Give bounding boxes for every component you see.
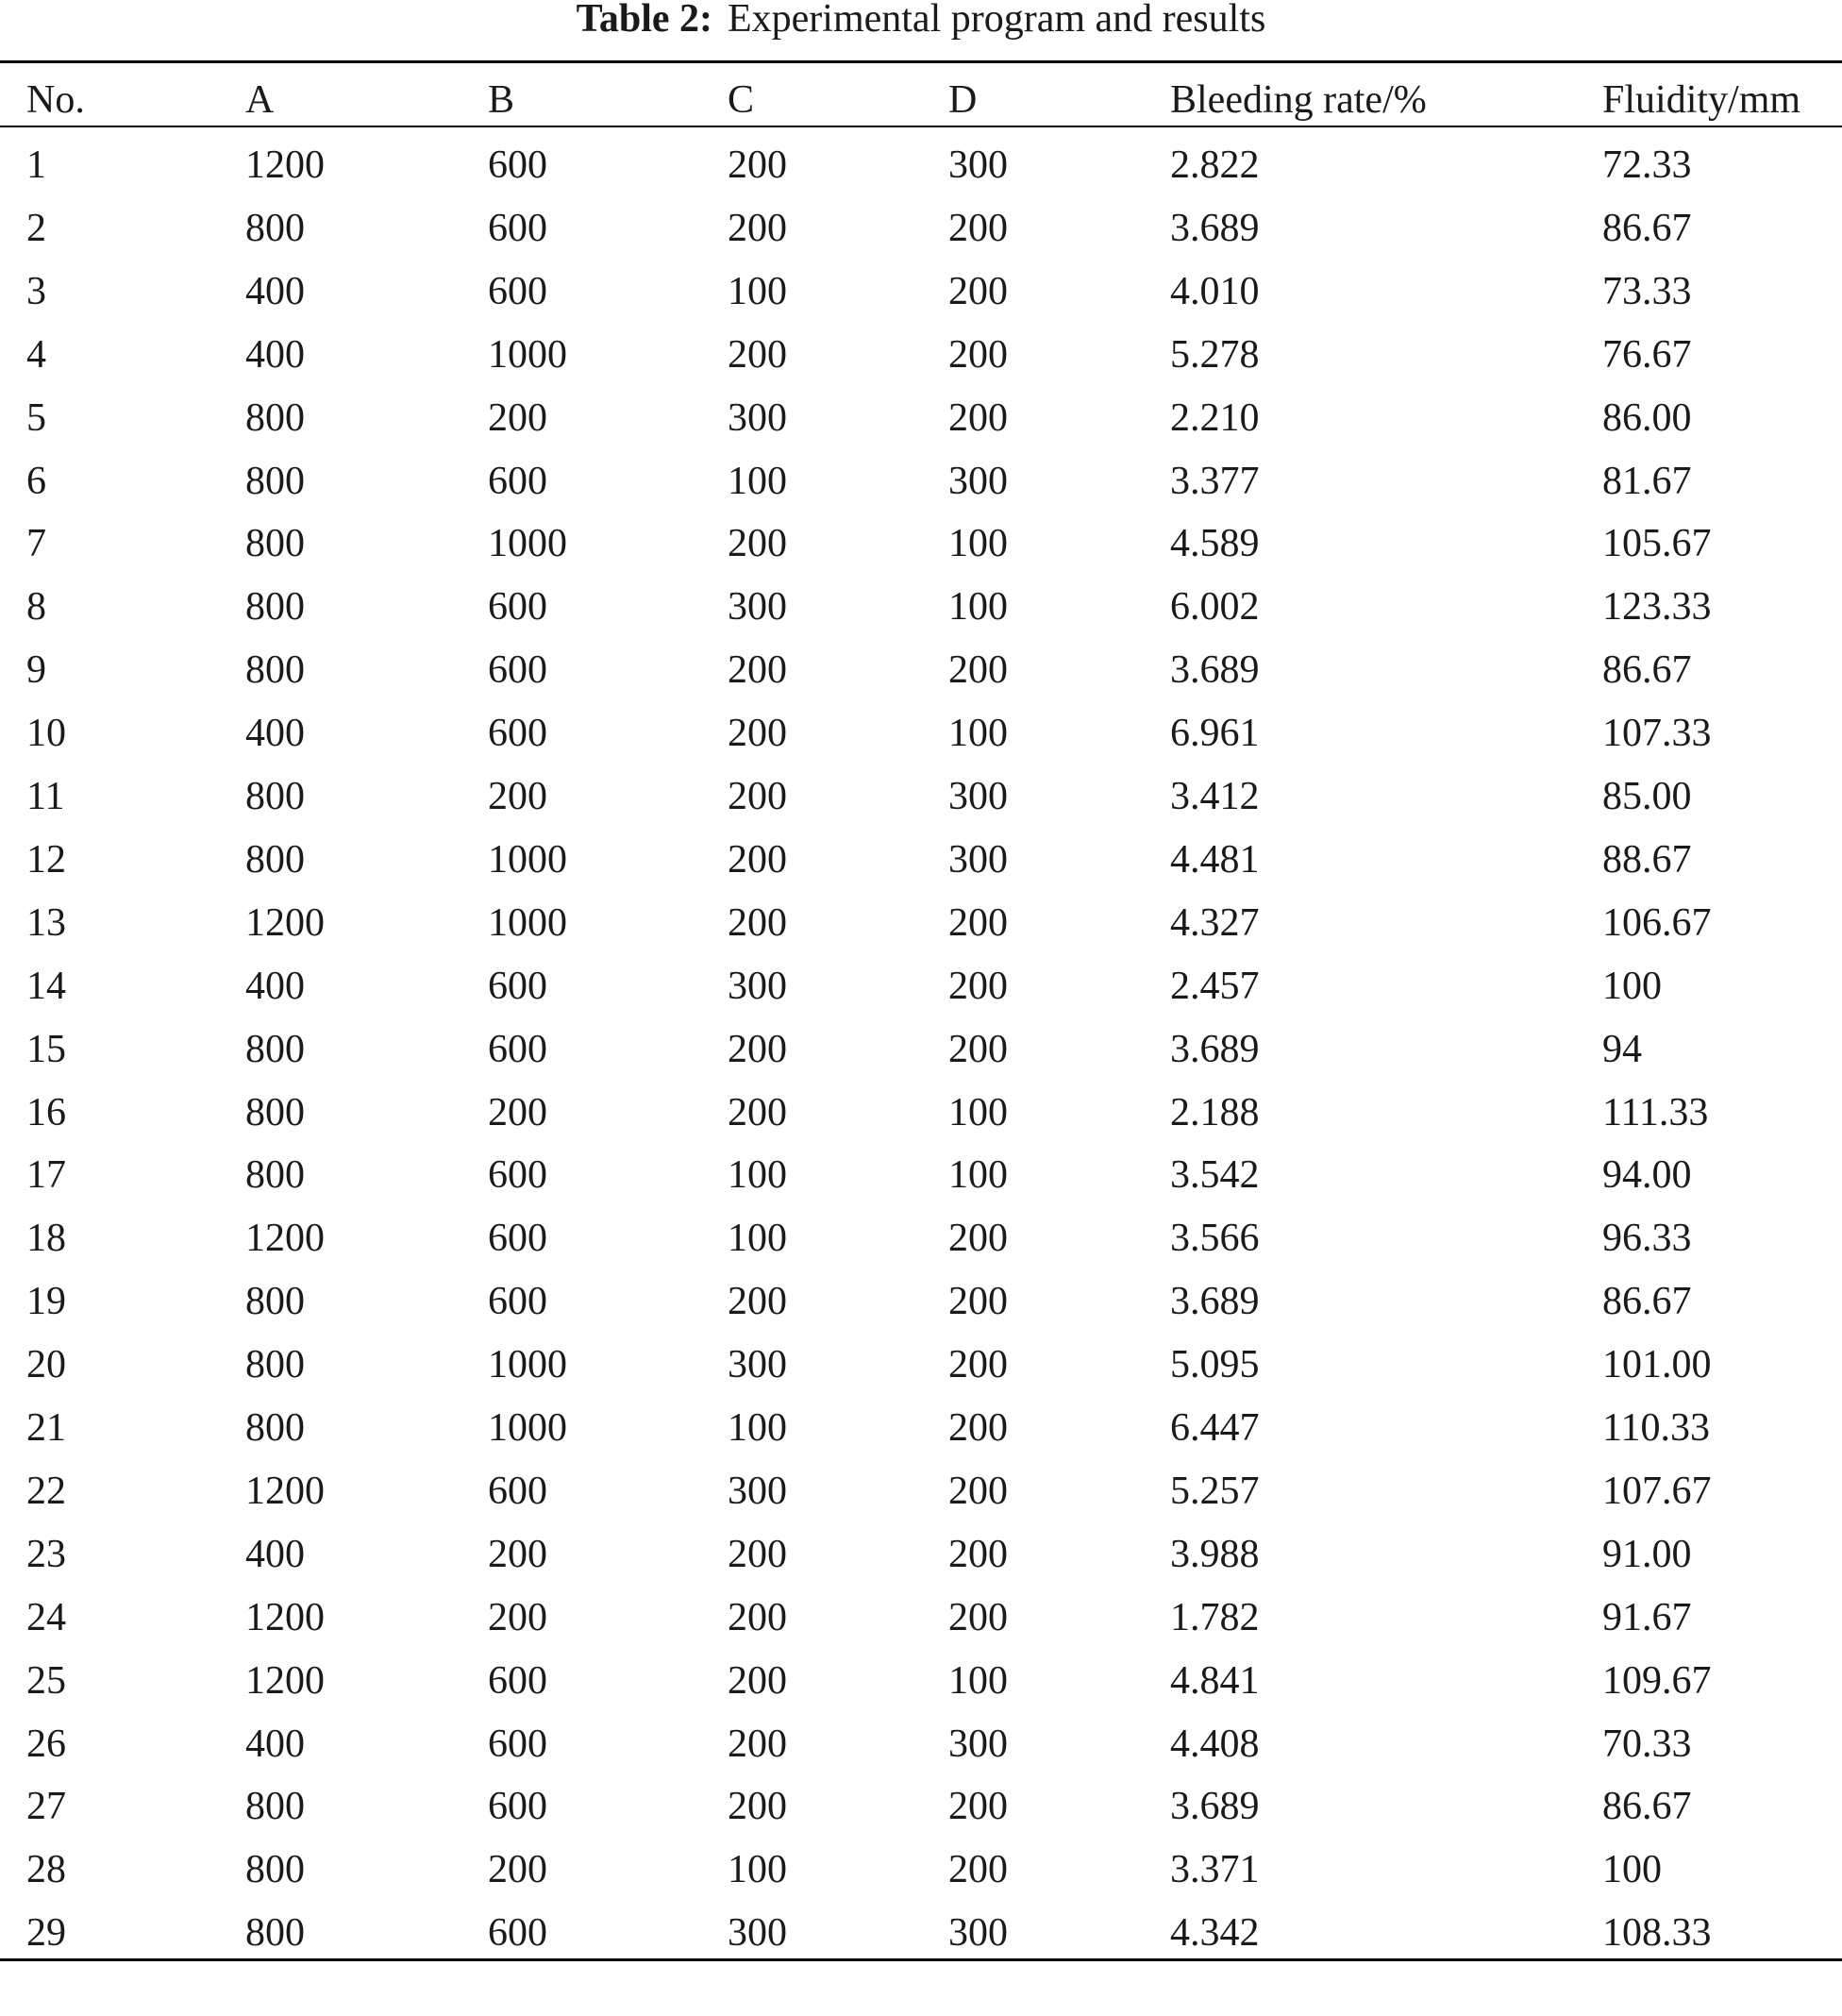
table-row bbox=[0, 832, 1842, 888]
cell-no: 16 bbox=[26, 1090, 66, 1134]
cell-no: 23 bbox=[26, 1532, 66, 1576]
cell-c: 200 bbox=[728, 522, 787, 566]
cell-fluidity: 94.00 bbox=[1602, 1153, 1692, 1198]
cell-fluidity: 72.33 bbox=[1602, 143, 1692, 187]
cell-bleeding-rate: 3.371 bbox=[1170, 1848, 1260, 1892]
cell-c: 200 bbox=[728, 775, 787, 818]
cell-no: 27 bbox=[26, 1785, 66, 1829]
cell-a: 800 bbox=[245, 1848, 305, 1892]
cell-d: 200 bbox=[948, 1217, 1008, 1261]
table-caption bbox=[0, 0, 1842, 42]
cell-a: 800 bbox=[245, 522, 305, 566]
cell-fluidity: 105.67 bbox=[1602, 522, 1712, 566]
table-row bbox=[0, 1716, 1842, 1772]
cell-c: 100 bbox=[728, 1217, 787, 1261]
header-fluidity: Fluidity/mm bbox=[1602, 78, 1801, 122]
cell-fluidity: 107.33 bbox=[1602, 712, 1712, 756]
cell-c: 200 bbox=[728, 1722, 787, 1766]
cell-no: 15 bbox=[26, 1027, 66, 1071]
cell-c: 200 bbox=[728, 206, 787, 250]
cell-a: 800 bbox=[245, 1090, 305, 1134]
table-row bbox=[0, 390, 1842, 446]
cell-fluidity: 101.00 bbox=[1602, 1343, 1712, 1387]
cell-fluidity: 81.67 bbox=[1602, 459, 1692, 503]
cell-b: 600 bbox=[488, 1785, 547, 1829]
cell-no: 28 bbox=[26, 1848, 66, 1892]
cell-no: 20 bbox=[26, 1343, 66, 1387]
cell-bleeding-rate: 4.408 bbox=[1170, 1722, 1260, 1766]
cell-fluidity: 107.67 bbox=[1602, 1469, 1712, 1513]
cell-no: 13 bbox=[26, 900, 66, 945]
cell-fluidity: 100 bbox=[1602, 1848, 1662, 1892]
header-a: A bbox=[245, 78, 275, 122]
cell-fluidity: 86.67 bbox=[1602, 206, 1692, 250]
cell-bleeding-rate: 2.188 bbox=[1170, 1090, 1260, 1134]
table-row bbox=[0, 327, 1842, 383]
cell-no: 19 bbox=[26, 1280, 66, 1324]
table-top-rule bbox=[0, 60, 1842, 63]
cell-no: 10 bbox=[26, 712, 66, 756]
cell-bleeding-rate: 3.689 bbox=[1170, 1280, 1260, 1324]
cell-b: 600 bbox=[488, 459, 547, 503]
cell-bleeding-rate: 2.457 bbox=[1170, 964, 1260, 1008]
cell-a: 400 bbox=[245, 964, 305, 1008]
cell-bleeding-rate: 5.095 bbox=[1170, 1343, 1260, 1387]
cell-a: 800 bbox=[245, 775, 305, 818]
cell-no: 25 bbox=[26, 1658, 66, 1703]
cell-a: 400 bbox=[245, 712, 305, 756]
cell-no: 3 bbox=[26, 269, 46, 313]
cell-fluidity: 94 bbox=[1602, 1027, 1642, 1071]
cell-d: 200 bbox=[948, 1848, 1008, 1892]
cell-b: 200 bbox=[488, 1090, 547, 1134]
table-row bbox=[0, 1021, 1842, 1078]
cell-b: 600 bbox=[488, 964, 547, 1008]
cell-d: 100 bbox=[948, 522, 1008, 566]
cell-bleeding-rate: 3.566 bbox=[1170, 1217, 1260, 1261]
cell-d: 200 bbox=[948, 395, 1008, 440]
cell-fluidity: 73.33 bbox=[1602, 269, 1692, 313]
cell-a: 800 bbox=[245, 1343, 305, 1387]
cell-fluidity: 86.67 bbox=[1602, 1785, 1692, 1829]
cell-b: 600 bbox=[488, 648, 547, 693]
cell-c: 200 bbox=[728, 1090, 787, 1134]
cell-fluidity: 70.33 bbox=[1602, 1722, 1692, 1766]
table-row bbox=[0, 1653, 1842, 1709]
cell-b: 600 bbox=[488, 269, 547, 313]
cell-no: 1 bbox=[26, 143, 46, 187]
cell-no: 6 bbox=[26, 459, 46, 503]
table-row bbox=[0, 137, 1842, 193]
cell-d: 200 bbox=[948, 1406, 1008, 1450]
cell-c: 300 bbox=[728, 585, 787, 630]
cell-bleeding-rate: 3.988 bbox=[1170, 1532, 1260, 1576]
cell-fluidity: 108.33 bbox=[1602, 1911, 1712, 1956]
cell-no: 8 bbox=[26, 585, 46, 630]
cell-fluidity: 109.67 bbox=[1602, 1658, 1712, 1703]
table-row bbox=[0, 1210, 1842, 1267]
cell-c: 100 bbox=[728, 1406, 787, 1450]
cell-d: 200 bbox=[948, 1595, 1008, 1639]
cell-fluidity: 100 bbox=[1602, 964, 1662, 1008]
cell-a: 400 bbox=[245, 1722, 305, 1766]
table-caption-title: Experimental program and results bbox=[728, 0, 1266, 41]
cell-bleeding-rate: 3.689 bbox=[1170, 648, 1260, 693]
cell-d: 100 bbox=[948, 1658, 1008, 1703]
table-row bbox=[0, 895, 1842, 951]
cell-b: 200 bbox=[488, 1848, 547, 1892]
cell-a: 800 bbox=[245, 648, 305, 693]
cell-no: 5 bbox=[26, 395, 46, 440]
cell-b: 600 bbox=[488, 712, 547, 756]
cell-fluidity: 91.67 bbox=[1602, 1595, 1692, 1639]
cell-d: 100 bbox=[948, 1090, 1008, 1134]
cell-a: 800 bbox=[245, 206, 305, 250]
cell-c: 200 bbox=[728, 1532, 787, 1576]
cell-no: 22 bbox=[26, 1469, 66, 1513]
cell-b: 600 bbox=[488, 1217, 547, 1261]
cell-c: 200 bbox=[728, 1595, 787, 1639]
cell-no: 17 bbox=[26, 1153, 66, 1198]
cell-no: 14 bbox=[26, 964, 66, 1008]
table-row bbox=[0, 1147, 1842, 1203]
cell-b: 1000 bbox=[488, 332, 567, 377]
cell-a: 1200 bbox=[245, 1469, 325, 1513]
cell-c: 200 bbox=[728, 1027, 787, 1071]
cell-a: 1200 bbox=[245, 143, 325, 187]
table-row bbox=[0, 263, 1842, 320]
table-row bbox=[0, 1463, 1842, 1520]
cell-d: 200 bbox=[948, 332, 1008, 377]
cell-c: 300 bbox=[728, 1343, 787, 1387]
cell-b: 600 bbox=[488, 1280, 547, 1324]
cell-b: 600 bbox=[488, 1153, 547, 1198]
cell-c: 300 bbox=[728, 1469, 787, 1513]
cell-no: 11 bbox=[26, 775, 65, 818]
cell-d: 200 bbox=[948, 964, 1008, 1008]
cell-b: 600 bbox=[488, 1722, 547, 1766]
cell-no: 4 bbox=[26, 332, 46, 377]
cell-fluidity: 86.67 bbox=[1602, 1280, 1692, 1324]
cell-d: 200 bbox=[948, 1532, 1008, 1576]
cell-c: 200 bbox=[728, 900, 787, 945]
cell-d: 200 bbox=[948, 1785, 1008, 1829]
cell-a: 800 bbox=[245, 1406, 305, 1450]
table-header-row bbox=[0, 72, 1842, 128]
cell-d: 300 bbox=[948, 775, 1008, 818]
table-row bbox=[0, 200, 1842, 257]
cell-bleeding-rate: 1.782 bbox=[1170, 1595, 1260, 1639]
cell-b: 1000 bbox=[488, 522, 567, 566]
table-row bbox=[0, 1336, 1842, 1393]
cell-b: 600 bbox=[488, 1469, 547, 1513]
cell-d: 200 bbox=[948, 1343, 1008, 1387]
cell-a: 800 bbox=[245, 1027, 305, 1071]
cell-a: 1200 bbox=[245, 900, 325, 945]
cell-b: 600 bbox=[488, 143, 547, 187]
cell-bleeding-rate: 3.689 bbox=[1170, 206, 1260, 250]
cell-c: 200 bbox=[728, 1785, 787, 1829]
cell-c: 300 bbox=[728, 395, 787, 440]
cell-b: 200 bbox=[488, 775, 547, 818]
cell-b: 600 bbox=[488, 1027, 547, 1071]
table-row bbox=[0, 1400, 1842, 1456]
header-c: C bbox=[728, 78, 755, 122]
cell-b: 1000 bbox=[488, 1343, 567, 1387]
cell-d: 300 bbox=[948, 143, 1008, 187]
cell-no: 9 bbox=[26, 648, 46, 693]
cell-bleeding-rate: 4.342 bbox=[1170, 1911, 1260, 1956]
cell-b: 1000 bbox=[488, 900, 567, 945]
cell-c: 100 bbox=[728, 1153, 787, 1198]
cell-bleeding-rate: 5.278 bbox=[1170, 332, 1260, 377]
cell-bleeding-rate: 2.822 bbox=[1170, 143, 1260, 187]
cell-c: 200 bbox=[728, 1658, 787, 1703]
cell-bleeding-rate: 6.961 bbox=[1170, 712, 1260, 756]
cell-bleeding-rate: 6.447 bbox=[1170, 1406, 1260, 1450]
cell-no: 2 bbox=[26, 206, 46, 250]
cell-bleeding-rate: 3.542 bbox=[1170, 1153, 1260, 1198]
cell-b: 200 bbox=[488, 395, 547, 440]
cell-b: 600 bbox=[488, 206, 547, 250]
cell-a: 800 bbox=[245, 1911, 305, 1956]
cell-no: 29 bbox=[26, 1911, 66, 1956]
cell-c: 100 bbox=[728, 459, 787, 503]
cell-b: 1000 bbox=[488, 837, 567, 882]
cell-fluidity: 88.67 bbox=[1602, 837, 1692, 882]
cell-c: 300 bbox=[728, 1911, 787, 1956]
cell-d: 200 bbox=[948, 269, 1008, 313]
cell-d: 100 bbox=[948, 712, 1008, 756]
cell-no: 12 bbox=[26, 837, 66, 882]
cell-c: 200 bbox=[728, 1280, 787, 1324]
table-row bbox=[0, 1905, 1842, 1961]
cell-a: 1200 bbox=[245, 1595, 325, 1639]
cell-d: 200 bbox=[948, 1027, 1008, 1071]
cell-no: 18 bbox=[26, 1217, 66, 1261]
table-row bbox=[0, 958, 1842, 1015]
table-row bbox=[0, 1778, 1842, 1835]
cell-bleeding-rate: 4.481 bbox=[1170, 837, 1260, 882]
cell-a: 400 bbox=[245, 1532, 305, 1576]
table-row bbox=[0, 1589, 1842, 1646]
cell-fluidity: 76.67 bbox=[1602, 332, 1692, 377]
cell-no: 7 bbox=[26, 522, 46, 566]
cell-d: 200 bbox=[948, 206, 1008, 250]
cell-c: 200 bbox=[728, 143, 787, 187]
cell-a: 1200 bbox=[245, 1217, 325, 1261]
table-bottom-rule bbox=[0, 1958, 1842, 1961]
cell-b: 200 bbox=[488, 1532, 547, 1576]
header-bleeding-rate: Bleeding rate/% bbox=[1170, 78, 1427, 122]
table-caption-label: Table 2: bbox=[576, 0, 712, 41]
cell-d: 200 bbox=[948, 648, 1008, 693]
cell-b: 1000 bbox=[488, 1406, 567, 1450]
cell-c: 200 bbox=[728, 837, 787, 882]
cell-d: 200 bbox=[948, 1280, 1008, 1324]
cell-no: 24 bbox=[26, 1595, 66, 1639]
cell-no: 21 bbox=[26, 1406, 66, 1450]
cell-d: 100 bbox=[948, 585, 1008, 630]
cell-fluidity: 91.00 bbox=[1602, 1532, 1692, 1576]
table-row bbox=[0, 453, 1842, 510]
cell-a: 800 bbox=[245, 585, 305, 630]
cell-bleeding-rate: 3.377 bbox=[1170, 459, 1260, 503]
cell-a: 400 bbox=[245, 269, 305, 313]
cell-d: 300 bbox=[948, 1911, 1008, 1956]
cell-c: 300 bbox=[728, 964, 787, 1008]
cell-a: 800 bbox=[245, 837, 305, 882]
cell-a: 1200 bbox=[245, 1658, 325, 1703]
cell-a: 800 bbox=[245, 1280, 305, 1324]
cell-a: 800 bbox=[245, 395, 305, 440]
cell-bleeding-rate: 4.010 bbox=[1170, 269, 1260, 313]
cell-bleeding-rate: 3.689 bbox=[1170, 1785, 1260, 1829]
cell-c: 100 bbox=[728, 1848, 787, 1892]
table-row bbox=[0, 579, 1842, 635]
cell-fluidity: 111.33 bbox=[1602, 1090, 1709, 1134]
table-row bbox=[0, 705, 1842, 762]
cell-a: 400 bbox=[245, 332, 305, 377]
cell-b: 600 bbox=[488, 585, 547, 630]
table-row bbox=[0, 1273, 1842, 1330]
cell-bleeding-rate: 5.257 bbox=[1170, 1469, 1260, 1513]
cell-c: 100 bbox=[728, 269, 787, 313]
cell-fluidity: 96.33 bbox=[1602, 1217, 1692, 1261]
cell-d: 300 bbox=[948, 1722, 1008, 1766]
cell-b: 600 bbox=[488, 1911, 547, 1956]
cell-d: 200 bbox=[948, 900, 1008, 945]
cell-fluidity: 110.33 bbox=[1602, 1406, 1710, 1450]
header-no: No. bbox=[26, 78, 85, 122]
cell-c: 200 bbox=[728, 648, 787, 693]
cell-d: 300 bbox=[948, 837, 1008, 882]
cell-c: 200 bbox=[728, 712, 787, 756]
table-row bbox=[0, 515, 1842, 572]
cell-bleeding-rate: 4.327 bbox=[1170, 900, 1260, 945]
cell-fluidity: 86.00 bbox=[1602, 395, 1692, 440]
cell-bleeding-rate: 2.210 bbox=[1170, 395, 1260, 440]
cell-fluidity: 123.33 bbox=[1602, 585, 1712, 630]
table-row bbox=[0, 1841, 1842, 1898]
cell-d: 100 bbox=[948, 1153, 1008, 1198]
cell-fluidity: 106.67 bbox=[1602, 900, 1712, 945]
cell-a: 800 bbox=[245, 1785, 305, 1829]
cell-d: 300 bbox=[948, 459, 1008, 503]
cell-a: 800 bbox=[245, 1153, 305, 1198]
cell-bleeding-rate: 3.689 bbox=[1170, 1027, 1260, 1071]
cell-bleeding-rate: 4.589 bbox=[1170, 522, 1260, 566]
header-b: B bbox=[488, 78, 515, 122]
cell-bleeding-rate: 3.412 bbox=[1170, 775, 1260, 818]
cell-fluidity: 85.00 bbox=[1602, 775, 1692, 818]
cell-c: 200 bbox=[728, 332, 787, 377]
cell-bleeding-rate: 6.002 bbox=[1170, 585, 1260, 630]
cell-d: 200 bbox=[948, 1469, 1008, 1513]
table-row bbox=[0, 1526, 1842, 1583]
cell-fluidity: 86.67 bbox=[1602, 648, 1692, 693]
table-row bbox=[0, 642, 1842, 698]
table-row bbox=[0, 768, 1842, 825]
table-row bbox=[0, 1084, 1842, 1141]
header-d: D bbox=[948, 78, 978, 122]
cell-b: 200 bbox=[488, 1595, 547, 1639]
table-header-rule bbox=[0, 126, 1842, 127]
cell-a: 800 bbox=[245, 459, 305, 503]
cell-b: 600 bbox=[488, 1658, 547, 1703]
cell-bleeding-rate: 4.841 bbox=[1170, 1658, 1260, 1703]
cell-no: 26 bbox=[26, 1722, 66, 1766]
